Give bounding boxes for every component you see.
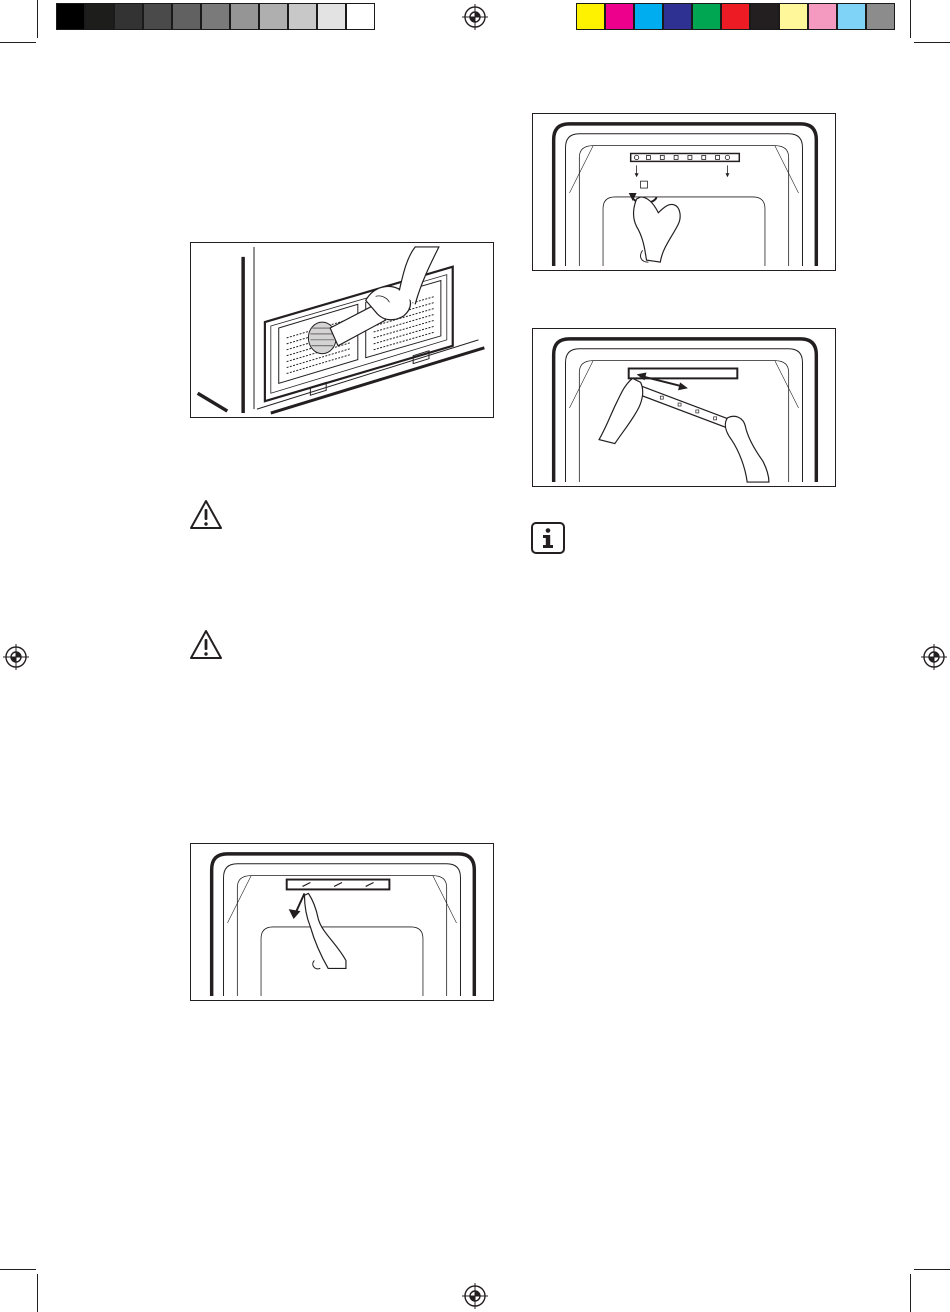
figure-lamp-strip-removal [532,328,836,487]
color-swatch [288,3,317,30]
figure-filter-cleaning [190,242,494,418]
color-swatch [230,3,259,30]
color-swatch [85,3,114,30]
figure-lamp-screw-removal [532,113,836,271]
registration-mark-icon [462,1283,488,1309]
color-swatch [634,3,663,30]
color-swatch [837,3,866,30]
color-swatch [721,3,750,30]
warning-triangle-icon [188,498,224,532]
registration-mark-icon [462,4,488,30]
warning-triangle-icon [188,628,224,662]
color-swatch [576,3,605,30]
color-swatch [779,3,808,30]
color-swatch [201,3,230,30]
figure-lamp-cover-removal [190,843,494,1001]
color-swatch [114,3,143,30]
info-icon [530,521,566,555]
color-swatch [317,3,346,30]
color-swatch [750,3,779,30]
color-swatch [172,3,201,30]
color-swatch [346,3,375,30]
color-swatch [605,3,634,30]
color-swatch [808,3,837,30]
color-swatch [143,3,172,30]
color-swatch [866,3,895,30]
color-swatch [56,3,85,30]
color-swatch [663,3,692,30]
color-swatch [692,3,721,30]
color-swatch [259,3,288,30]
registration-mark-icon [3,644,29,670]
registration-mark-icon [921,644,947,670]
